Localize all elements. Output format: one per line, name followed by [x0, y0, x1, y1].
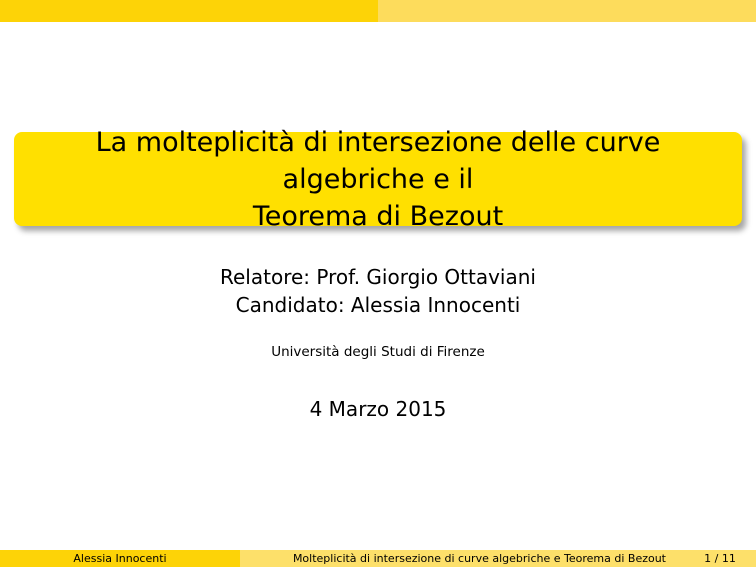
presentation-date: 4 Marzo 2015 — [309, 397, 447, 421]
header-bar-left — [0, 0, 378, 22]
candidato-line: Candidato: Alessia Innocenti — [235, 293, 521, 317]
footer-page-number: 1 / 11 — [704, 552, 736, 565]
footer-short-title: Molteplicità di intersezione di curve algebriche e Teorema di Bezout — [292, 552, 666, 565]
header-bar-right — [378, 0, 756, 22]
footer-bar — [0, 550, 756, 567]
footer-right — [240, 550, 756, 567]
presentation-title — [30, 124, 726, 235]
institute: Università degli Studi di Firenze — [271, 344, 485, 360]
relatore-line: Relatore: Prof. Giorgio Ottaviani — [220, 265, 536, 289]
title-line-1: La molteplicità di intersezione delle curve algebriche e il — [95, 126, 661, 195]
title-box — [14, 126, 742, 232]
header-bar — [0, 0, 756, 22]
authors-block — [0, 263, 756, 319]
footer-author: Alessia Innocenti — [0, 550, 240, 567]
title-line-2: Teorema di Bezout — [252, 200, 504, 232]
